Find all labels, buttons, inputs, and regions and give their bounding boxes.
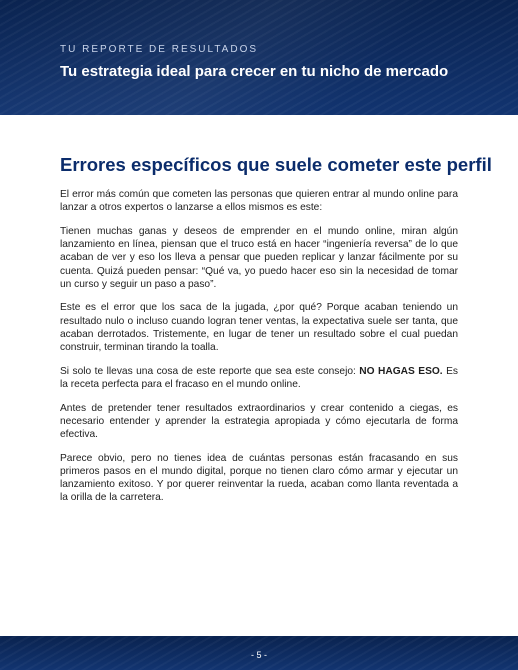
- paragraph-4-emphasis: NO HAGAS ESO.: [359, 365, 443, 377]
- report-kicker: TU REPORTE DE RESULTADOS: [60, 44, 259, 55]
- footer-banner: [0, 636, 518, 670]
- paragraph-4-lead: Si solo te llevas una cosa de este reporte que sea este consejo:: [60, 365, 360, 377]
- page-number: - 5 -: [250, 650, 267, 660]
- main-content: [60, 154, 492, 515]
- paragraph-5: Antes de pretender tener resultados extraordinarios y crear contenido a ciegas, es necesario entender y aprender la estrategia apropiada y cómo ejecutarla de forma efectiva.: [60, 402, 458, 441]
- header-banner: [0, 0, 518, 115]
- paragraph-3: Este es el error que los saca de la jugada, ¿por qué? Porque acaban teniendo un resultado nulo o incluso cuando logran tener ventas, la expectativa suele ser tanta, que acaban derrotados. Tristemente, en lugar de tener un resultado sobre el cual puedan construir, terminan tirando la toalla.: [60, 302, 458, 354]
- header-title: Tu estrategia ideal para crecer en tu nicho de mercado: [60, 63, 449, 80]
- paragraph-2: Tienen muchas ganas y deseos de emprender en el mundo online, miran algún lanzamiento en línea, piensan que el truco está en hacer “ingeniería reversa” de lo que acaban de ver y eso los lleva a pensar que pueden replicar y lanzar fácilmente por su cuenta. Quizá pueden pensar: “Qué va, yo puedo hacer eso sin la necesidad de tomar un curso y seguir un paso a paso”.: [60, 225, 458, 290]
- paragraph-4-tail: Es la receta perfecta para el fracaso en el mundo online.: [60, 365, 458, 390]
- paragraph-6: Parece obvio, pero no tienes idea de cuántas personas están fracasando en sus primeros pasos en el mundo digital, porque no tienen claro cómo armar y ejecutar un lanzamiento exitoso. Y por querer reinventar la rueda, acaban como llanta reventada a la orilla de la carretera.: [60, 452, 458, 504]
- paragraph-1: El error más común que cometen las personas que quieren entrar al mundo online para lanzar a otros expertos o lanzarse a ellos mismos es este:: [60, 189, 458, 214]
- section-title: Errores específicos que suele cometer este perfil: [60, 154, 492, 175]
- paragraph-4: [60, 365, 458, 391]
